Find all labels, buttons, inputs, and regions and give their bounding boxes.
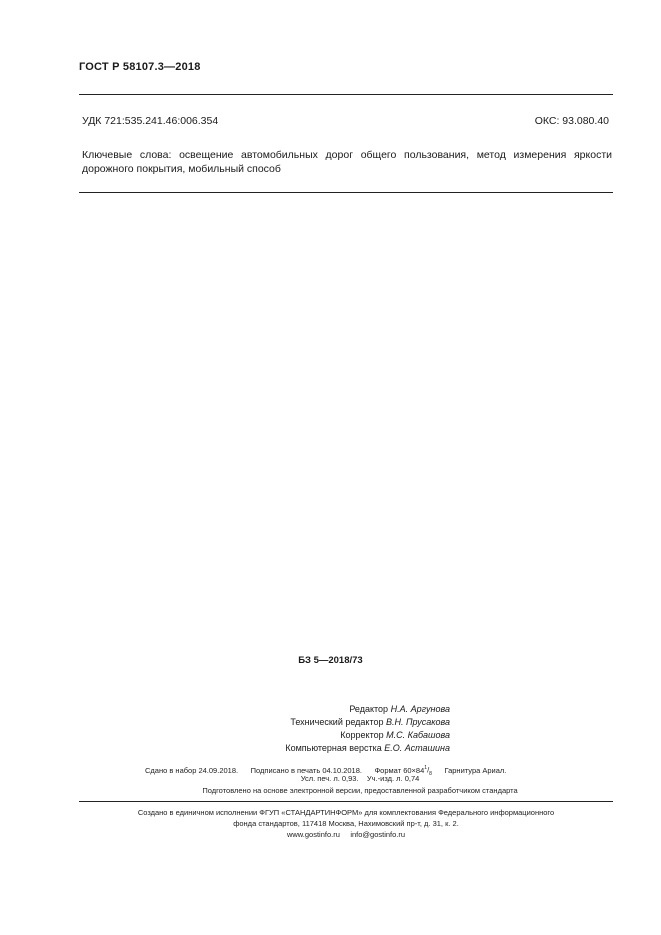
credit-role: Корректор bbox=[340, 730, 384, 740]
credit-layout bbox=[200, 742, 450, 755]
oks-code: ОКС: 93.080.40 bbox=[534, 115, 609, 127]
footer-rule bbox=[79, 801, 613, 802]
publication-line-2 bbox=[145, 773, 575, 784]
keywords-rule bbox=[79, 192, 613, 193]
document-code: ГОСТ Р 58107.3—2018 bbox=[79, 61, 201, 73]
footer-line-1: Создано в единичном исполнении ФГУП «СТАНДАРТИНФОРМ» для комплектования Федерального информационного bbox=[137, 808, 555, 817]
top-rule bbox=[79, 94, 613, 95]
bz-number: БЗ 5—2018/73 bbox=[298, 655, 363, 666]
credit-editor bbox=[200, 703, 450, 716]
credit-name: М.С. Кабашова bbox=[386, 730, 450, 740]
signed-date: Подписано в печать 04.10.2018. bbox=[250, 765, 362, 775]
email-link[interactable]: info@gostinfo.ru bbox=[350, 830, 406, 839]
format-numerator: 1 bbox=[424, 765, 428, 771]
print-sheets: Усл. печ. л. 0,93. bbox=[300, 774, 359, 783]
keywords-text: Ключевые слова: освещение автомобильных дорог общего пользования, метод измерения яркости дорожного покрытия, мобильный способ bbox=[82, 149, 612, 175]
format-denominator: 8 bbox=[429, 771, 432, 777]
credits-block bbox=[200, 703, 450, 755]
credit-proofreader bbox=[200, 729, 450, 742]
udk-code: УДК 721:535.241.46:006.354 bbox=[82, 115, 219, 127]
typeface: Гарнитура Ариал. bbox=[444, 765, 507, 775]
prepared-note: Подготовлено на основе электронной версии, предоставленной разработчиком стандарта bbox=[202, 786, 518, 795]
credit-name: Н.А. Аргунова bbox=[390, 704, 450, 714]
paper-format: Формат $60\times 84^1/_8$ bbox=[374, 765, 432, 777]
typeset-date: Сдано в набор 24.09.2018. bbox=[145, 765, 239, 775]
credit-name: В.Н. Прусакова bbox=[386, 717, 450, 727]
credit-name: Е.О. Асташина bbox=[384, 743, 450, 753]
edit-sheets: Уч.-изд. л. 0,74 bbox=[366, 774, 420, 783]
credit-role: Технический редактор bbox=[290, 717, 384, 727]
credit-tech-editor bbox=[200, 716, 450, 729]
footer-line-2: фонда стандартов, 117418 Москва, Нахимовский пр-т, д. 31, к. 2. bbox=[233, 819, 459, 828]
credit-role: Редактор bbox=[349, 704, 389, 714]
credit-role: Компьютерная верстка bbox=[285, 743, 382, 753]
website-link[interactable]: www.gostinfo.ru bbox=[286, 830, 340, 839]
footer-contacts bbox=[79, 829, 613, 840]
format-prefix: Формат 60×84 bbox=[374, 765, 425, 775]
